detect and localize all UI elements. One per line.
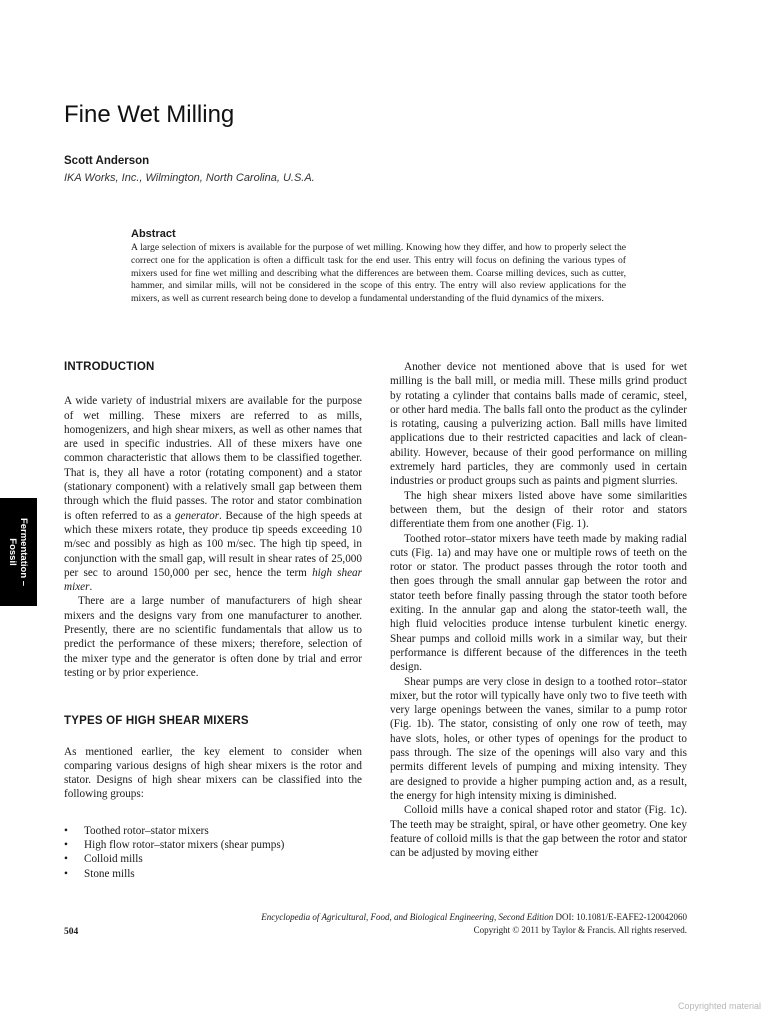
introduction-paragraph-1 (64, 394, 362, 594)
intro-p1-emphasis-high-shear-mixer: high shear mixer (64, 566, 363, 594)
footer-citation (261, 912, 687, 922)
types-paragraph-1: As mentioned earlier, the key element to consider when comparing various designs of high shear mixers is the rotor and stator. Designs of high shear mixers can be classified into the following groups: (64, 745, 362, 801)
abstract-heading: Abstract (131, 228, 176, 240)
thumb-label-line-2: Fossil (7, 538, 18, 566)
author-affiliation: IKA Works, Inc., Wilmington, North Carolina, U.S.A. (64, 172, 315, 184)
section-thumb-label (7, 518, 29, 586)
types-heading: TYPES OF HIGH SHEAR MIXERS (64, 715, 249, 728)
right-paragraph-similarities: The high shear mixers listed above have some similarities between them, but the design of their rotor and stators differentiate them from one another (Fig. 1). (390, 489, 687, 531)
list-item-text: High flow rotor–stator mixers (shear pumps) (84, 839, 285, 852)
mixer-types-list (64, 824, 362, 881)
section-thumb-tab (0, 498, 37, 606)
copyright-watermark: Copyrighted material (677, 1001, 761, 1011)
page-number: 504 (64, 927, 79, 937)
list-item-text: Stone mills (84, 867, 135, 880)
footer-doi: DOI: 10.1081/E-EAFE2-120042060 (553, 912, 687, 922)
right-paragraph-shear-pumps: Shear pumps are very close in design to a toothed rotor–stator mixer, but the rotor will typically have only two to five teeth with very large openings between the vanes, similar to a pump rotor (Fig. 1b). The stator, consisting of only one row of teeth, may have slots, holes, or other types of openings for the product to pass through. The size of the openings will also vary and this permits different levels of pumping and mixing intensity. They are designed to provide a higher pumping action and, as a result, the energy for high intensity mixing is diminished. (390, 675, 687, 802)
intro-p1-text-a: A wide variety of industrial mixers are available for the purpose of wet milling. These mixers are referred to as mills, homogenizers, and high shear mixers, as well as other names that are used in specific industries. All of these mixers have one common characteristic that allows them to be classified together. That is, they all have a rotor (rotating component) and a stator (stationary component) with a relatively small gap between them through which the fluid passes. The rotor and stator combination is often referred to as a (64, 395, 362, 522)
list-item (64, 838, 362, 852)
list-item-text: Colloid mills (84, 853, 143, 866)
right-column (390, 360, 687, 860)
left-column (64, 360, 362, 881)
bullet-icon: • (64, 853, 68, 866)
introduction-heading: INTRODUCTION (64, 361, 155, 373)
bullet-icon: • (64, 839, 68, 852)
abstract-section (131, 228, 626, 306)
intro-p1-emphasis-generator: generator (174, 509, 220, 522)
list-item (64, 867, 362, 881)
list-item (64, 852, 362, 866)
article-title: Fine Wet Milling (64, 101, 235, 128)
right-paragraph-toothed: Toothed rotor–stator mixers have teeth made by making radial cuts (Fig. 1a) and may have one or multiple rows of teeth on the rotor or stator. The product passes through the rotor tooth and then goes through the small annular gap between the rotor and stator teeth before finally passing through the stator tooth before exiting. In the annular gap and along the stator-teeth wall, the high fluid velocities produce intense turbulent kinetic energy. Shear pumps and colloid mills work in a similar way, but their performance is different because of the differences in the teeth design. (390, 532, 687, 674)
list-item (64, 824, 362, 838)
abstract-text: A large selection of mixers is available for the purpose of wet milling. Knowing how they differ, and how to properly select the correct one for the application is often a difficult task for the end user. This entry will focus on defining the various types of mixers used for fine wet milling and describing what the differences are between them. Coarse milling devices, such as cutter, hammer, and similar mills, will not be considered in the scope of this entry. The entry will also review applications for the mixers, as well as current research being done to develop a fundamental understanding of the fluid dynamics of the mixers. (131, 242, 626, 305)
footer-journal-title: Encyclopedia of Agricultural, Food, and Biological Engineering, Second Edition (261, 912, 554, 922)
bullet-icon: • (64, 867, 68, 880)
right-paragraph-colloid-mills: Colloid mills have a conical shaped rotor and stator (Fig. 1c). The teeth may be straight, spiral, or have other geometry. One key feature of colloid mills is that the gap between the rotor and stator can be adjusted by moving either (390, 804, 687, 860)
author-name: Scott Anderson (64, 155, 150, 167)
introduction-paragraph-2: There are a large number of manufacturers of high shear mixers and the designs vary from one manufacturer to another. Presently, there are no scientific fundamentals that allow us to predict the performance of these mixers; therefore, selection of the mixer type and the generator is often done by trial and error testing or by prior experience. (64, 595, 362, 679)
list-item-text: Toothed rotor–stator mixers (84, 824, 209, 837)
intro-p1-text-c: . (89, 581, 93, 594)
footer-copyright: Copyright © 2011 by Taylor & Francis. All rights reserved. (473, 925, 687, 935)
bullet-icon: • (64, 824, 68, 837)
right-paragraph-ball-mill: Another device not mentioned above that is used for wet milling is the ball mill, or media mill. These mills grind product by rotating a cylinder that contains balls made of ceramic, steel, or other hard media. The balls fall onto the product as the cylinder is rotating, causing a pulverizing action. Ball mills have limited applications due to their restricted capacities and lack of clean-ability. However, because of their good performance on milling extremely hard particles, they are commonly used in certain industries or product groups such as paints and pigment slurries. (390, 361, 687, 488)
intro-p1-text-b: . Because of the high speeds at which these mixers rotate, they produce tip speeds exceeding 10 m/sec and possibly as high as 100 m/sec. The high tip speed, in conjunction with the small gap, will result in shear rates of 25,000 per sec to around 150,000 per sec, hence the term (64, 509, 362, 579)
thumb-label-line-1: Fermentation – (18, 517, 29, 587)
